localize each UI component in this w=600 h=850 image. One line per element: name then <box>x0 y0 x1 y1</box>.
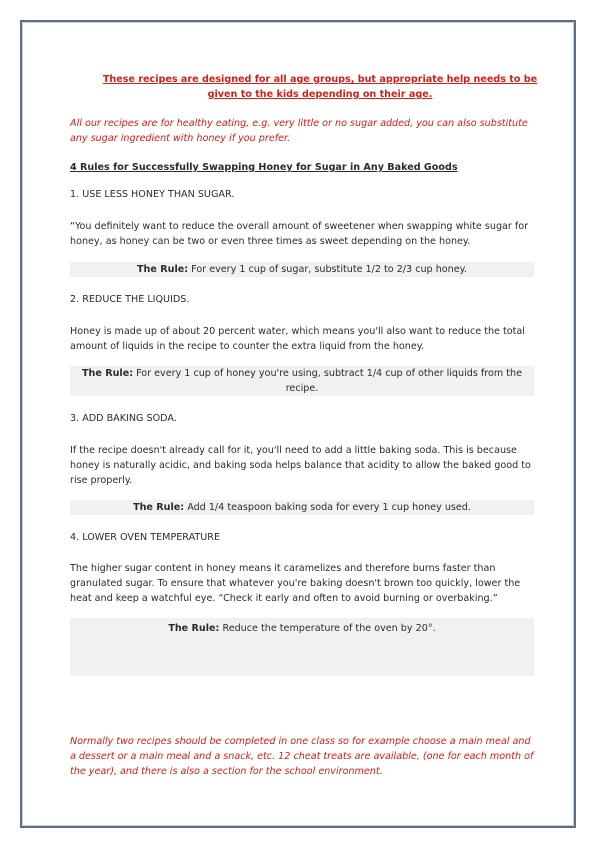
rule-3-heading: 3. ADD BAKING SODA. <box>70 413 177 424</box>
rule-1-label: The Rule: <box>137 264 189 275</box>
footer-note: Normally two recipes should be completed in one class so for example choose a main meal and a dessert or a main meal and a snack, etc. 12 cheat treats are available, (one for each month of the year), and there is also a section for the school environment. <box>70 736 534 777</box>
rule-3-body: If the recipe doesn't already call for it, you'll need to add a little baking soda. This is because honey is naturally acidic, and baking soda helps balance that acidity to allow the baked good to rise properly. <box>70 445 531 486</box>
rule-4-label: The Rule: <box>168 623 220 634</box>
rule-2-box <box>70 366 534 396</box>
rule-2-label: The Rule: <box>81 368 134 379</box>
rule-1-body: “You definitely want to reduce the overall amount of sweetener when swapping white sugar for honey, as honey can be two or even three times as sweet depending on the honey. <box>70 221 529 247</box>
rule-1-text: For every 1 cup of sugar, substitute 1/2 to 2/3 cup honey. <box>191 264 467 275</box>
rule-2-heading: 2. REDUCE THE LIQUIDS. <box>70 294 190 305</box>
rule-4-box <box>70 618 534 676</box>
rule-3-text: Add 1/4 teaspoon baking soda for every 1 cup honey used. <box>187 502 471 513</box>
intro-notice: These recipes are designed for all age groups, but appropriate help needs to be given to the kids depending on their age. <box>102 74 538 100</box>
rule-1-box <box>70 262 534 277</box>
rule-4-text: Reduce the temperature of the oven by 20°. <box>222 623 436 634</box>
rule-2-text: For every 1 cup of honey you're using, subtract 1/4 cup of other liquids from the recipe. <box>136 368 523 394</box>
rule-3-box <box>70 500 534 515</box>
healthy-eating-note: All our recipes are for healthy eating, e.g. very little or no sugar added, you can also substitute any sugar ingredient with honey if you prefer. <box>70 118 528 144</box>
rule-2-body: Honey is made up of about 20 percent water, which means you'll also want to reduce the total amount of liquids in the recipe to counter the extra liquid from the honey. <box>70 326 525 352</box>
rule-4-heading: 4. LOWER OVEN TEMPERATURE <box>70 532 221 543</box>
section-title: 4 Rules for Successfully Swapping Honey for Sugar in Any Baked Goods <box>70 162 458 173</box>
rule-4-body: The higher sugar content in honey means it caramelizes and therefore burns faster than granulated sugar. To ensure that whatever you're baking doesn't brown too quickly, lower the heat and keep a watchful eye. “Check it early and often to avoid burning or overbaking.” <box>70 563 521 604</box>
rule-1-heading: 1. USE LESS HONEY THAN SUGAR. <box>70 189 235 200</box>
rule-3-label: The Rule: <box>133 502 185 513</box>
